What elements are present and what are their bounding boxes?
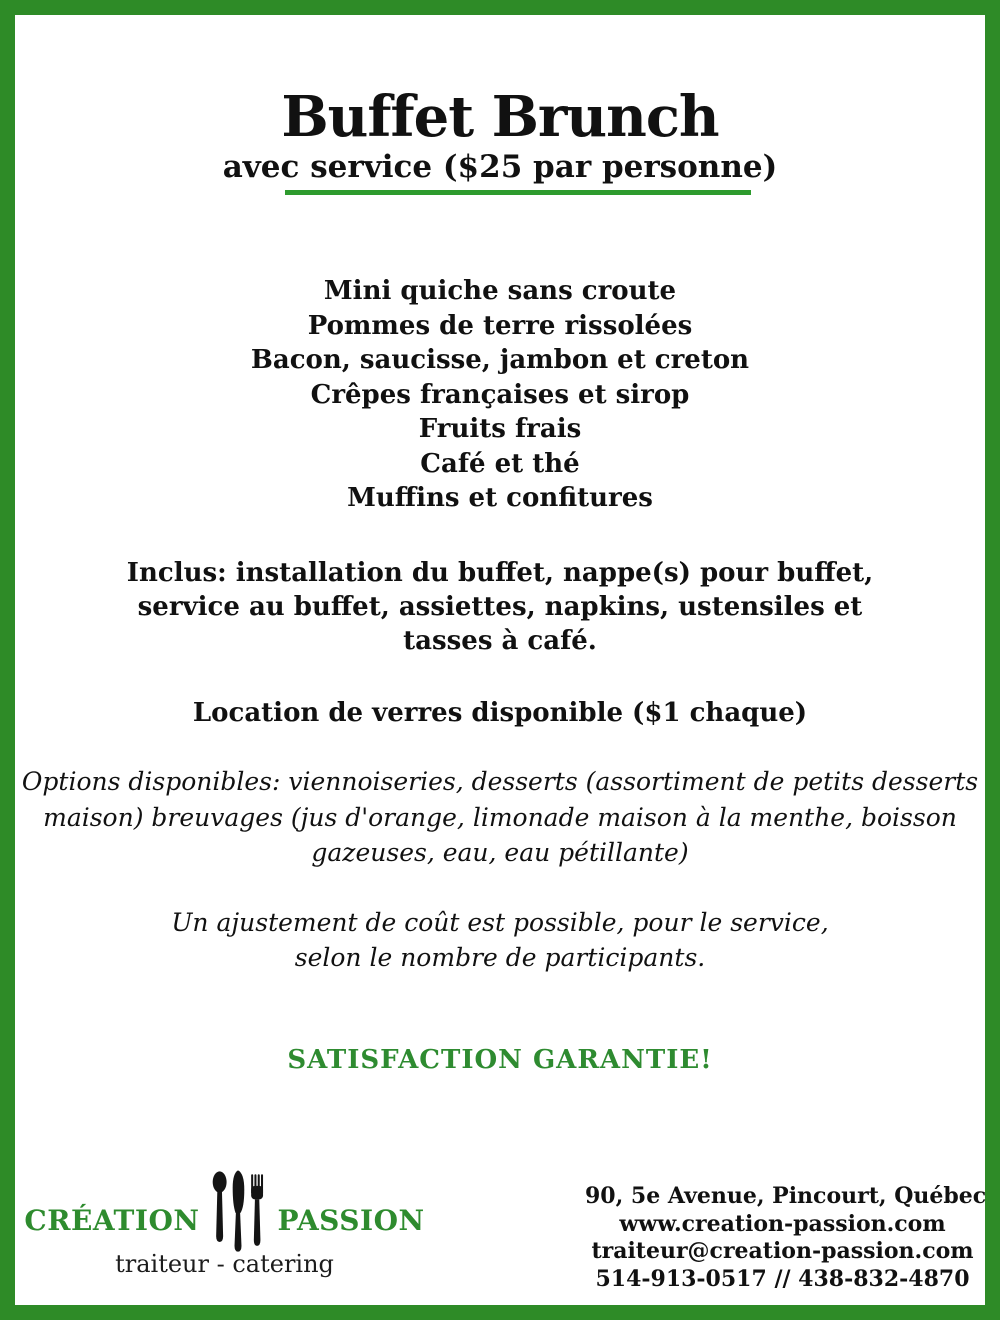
options-line: maison) breuvages (jus d'orange, limonade maison à la menthe, boisson — [43, 802, 957, 832]
options-paragraph — [0, 764, 1000, 871]
cutlery-icon — [209, 1170, 267, 1254]
logo-tagline: traiteur - catering — [115, 1250, 334, 1278]
logo-word-creation: CRÉATION — [24, 1203, 200, 1237]
page-subtitle: avec service ($25 par personne) — [222, 149, 778, 185]
menu-item: Fruits frais — [418, 414, 582, 444]
menu-item: Crêpes françaises et sirop — [310, 379, 690, 410]
logo-row — [24, 1170, 425, 1254]
subtitle-underline — [285, 190, 751, 195]
company-logo — [24, 1170, 425, 1278]
adjustment-line: Un ajustement de coût est possible, pour le service, — [171, 908, 829, 937]
adjustment-line: selon le nombre de participants. — [294, 943, 706, 972]
options-line: Options disponibles: viennoiseries, desserts (assortiment de petits desserts — [21, 767, 979, 796]
menu-item: Muffins et confitures — [347, 483, 653, 513]
included-line: service au buffet, assiettes, napkins, ustensiles et — [137, 592, 863, 622]
contact-website: www.creation-passion.com — [619, 1210, 946, 1237]
menu-item-list — [0, 274, 1000, 516]
contact-email: traiteur@creation-passion.com — [591, 1238, 974, 1264]
menu-item: Café et thé — [420, 448, 580, 479]
glass-rental-text: Location de verres disponible ($1 chaque) — [192, 698, 808, 728]
satisfaction-guarantee-text: SATISFACTION GARANTIE! — [287, 1045, 713, 1075]
included-paragraph — [0, 556, 1000, 658]
options-line: gazeuses, eau, eau pétillante) — [311, 838, 689, 867]
menu-item: Bacon, saucisse, jambon et creton — [250, 345, 750, 375]
contact-phones: 514-913-0517 // 438-832-4870 — [595, 1265, 970, 1292]
contact-block — [585, 1183, 987, 1293]
menu-item: Pommes de terre rissolées — [307, 310, 693, 341]
contact-address: 90, 5e Avenue, Pincourt, Québec — [585, 1183, 987, 1209]
cost-adjustment-paragraph — [0, 905, 1000, 975]
included-line: tasses à café. — [403, 626, 597, 656]
included-line: Inclus: installation du buffet, nappe(s) pour buffet, — [126, 558, 874, 588]
page-title: Buffet Brunch — [281, 84, 719, 150]
menu-item: Mini quiche sans croute — [323, 276, 677, 306]
logo-word-passion: PASSION — [277, 1203, 425, 1237]
